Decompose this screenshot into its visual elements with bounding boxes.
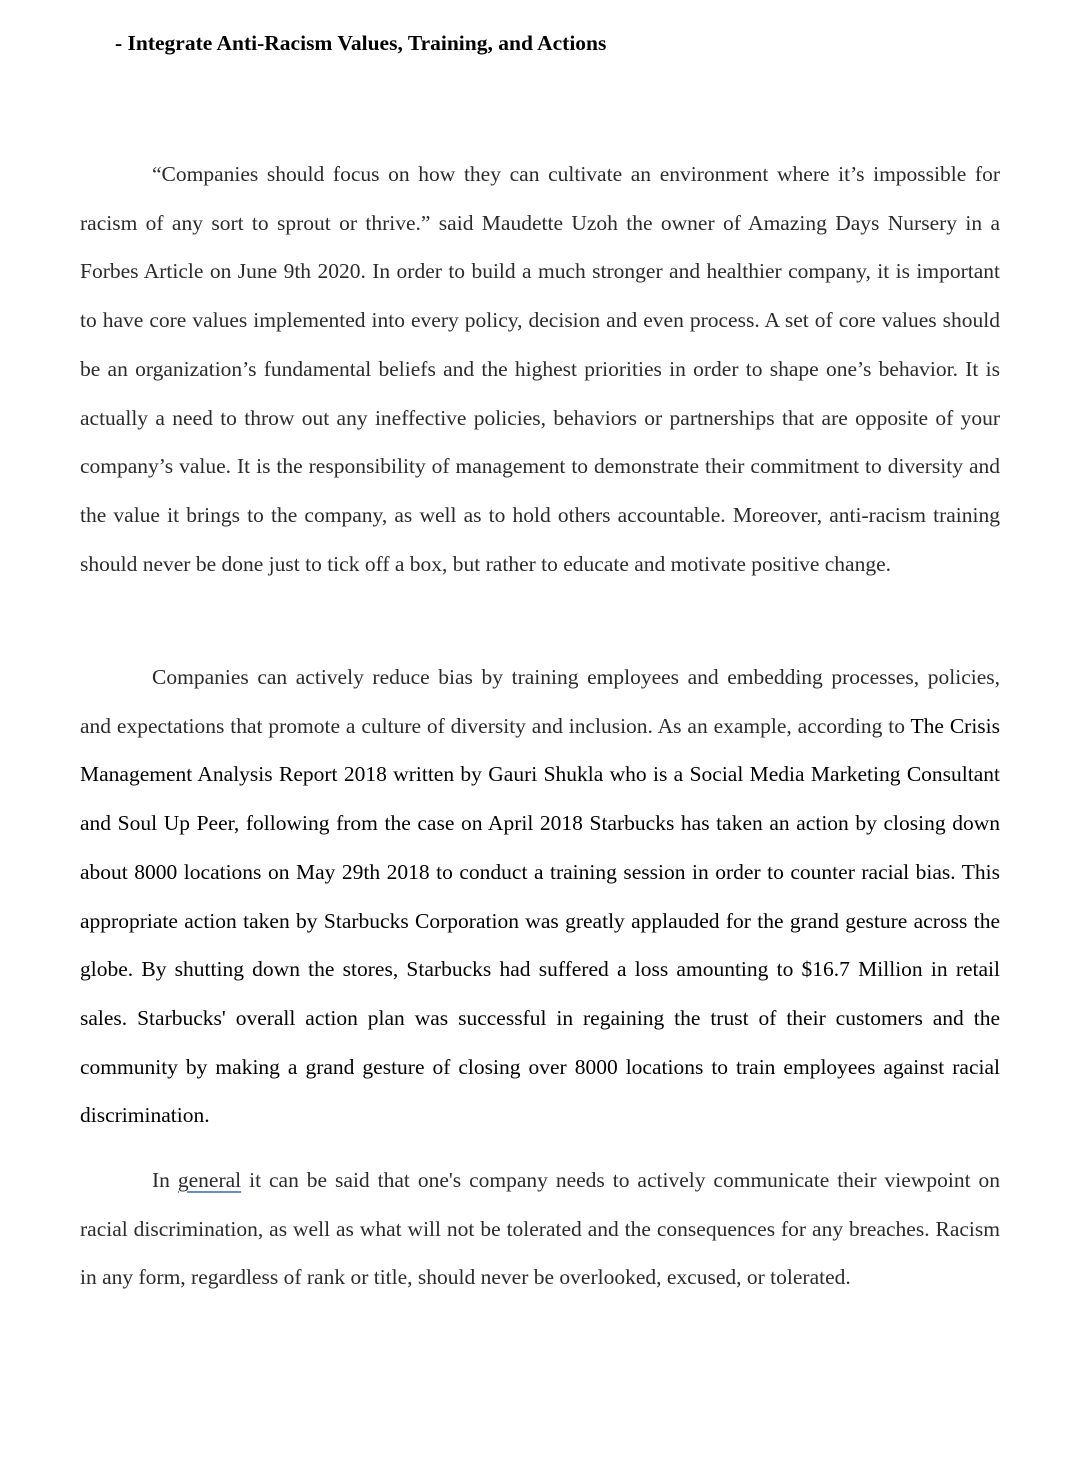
- grammar-flagged-word[interactable]: general: [177, 1168, 242, 1192]
- paragraph-conclusion: [80, 1156, 1000, 1302]
- paragraph-intro-text: Companies can actively reduce bias by training employees and embedding processes, policies, and expectations that promote a culture of diversity and inclusion. As an example, according to: [80, 665, 1000, 738]
- section-heading: - Integrate Anti-Racism Values, Training, and Actions: [115, 31, 607, 55]
- paragraph-anti-racism-values: “Companies should focus on how they can cultivate an environment where it’s impossible for racism of any sort to sprout or thrive.” said Maudette Uzoh the owner of Amazing Days Nursery in a Forbes Article on June 9th 2020. In order to build a much stronger and healthier company, it is important to have core values implemented into every policy, decision and even process. A set of core values should be an organization’s fundamental beliefs and the highest priorities in order to shape one’s behavior. It is actually a need to throw out any ineffective policies, behaviors or partnerships that are opposite of your company’s value. It is the responsibility of management to demonstrate their commitment to diversity and the value it brings to the company, as well as to hold others accountable. Moreover, anti-racism training should never be done just to tick off a box, but rather to educate and motivate positive change.: [80, 162, 1000, 576]
- paragraph-starbucks-example: [80, 653, 1000, 1140]
- conclusion-text: it can be said that one's company needs to actively communicate their viewpoint on racial discrimination, as well as what will not be tolerated and the consequences for any breaches. Racism in any form, regardless of rank or title, should never be overlooked, excused, or tolerated.: [80, 1168, 1000, 1290]
- conclusion-lead-word: In: [152, 1168, 178, 1192]
- starbucks-case-text: The Crisis Management Analysis Report 2018 written by Gauri Shukla who is a Social Media Marketing Consultant and Soul Up Peer, following from the case on April 2018 Starbucks has taken an action by closing down about 8000 locations on May 29th 2018 to conduct a training session in order to counter racial bias. This appropriate action taken by Starbucks Corporation was greatly applauded for the grand gesture across the globe. By shutting down the stores, Starbucks had suffered a loss amounting to $16.7 Million in retail sales. Starbucks' overall action plan was successful in regaining the trust of their customers and the community by making a grand gesture of closing over 8000 locations to train employees against racial discrimination.: [80, 713, 1001, 1128]
